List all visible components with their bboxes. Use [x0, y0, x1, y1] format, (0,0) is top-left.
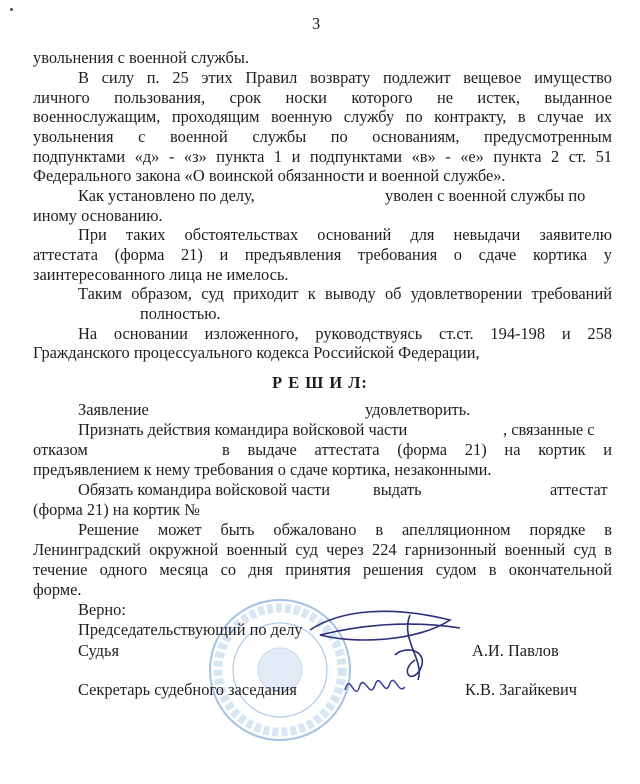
text-line: При таких обстоятельствах оснований для невыдачи заявителю — [78, 225, 612, 244]
text-line: предъявлением к нему требования о сдаче кортика, незаконными. — [33, 460, 492, 479]
text-line: Обязать командира войсковой части — [78, 480, 330, 499]
text-line: Признать действия командира войсковой части — [78, 420, 408, 439]
text-line: Решение может быть обжаловано в апелляционном порядке в — [78, 520, 612, 539]
text-line: отказом — [33, 440, 88, 459]
text-line: иному основанию. — [33, 206, 163, 225]
text-line: увольнения с военной службы по основаниям, предусмотренным — [33, 127, 612, 146]
secretary-label: Секретарь судебного заседания — [78, 680, 297, 699]
judge-label: Судья — [78, 641, 120, 660]
secretary-name: К.В. Загайкевич — [465, 680, 577, 699]
text-line: аттестата (форма 21) и предъявления требования о сдаче кортика у — [33, 245, 612, 264]
secretary-signature — [340, 665, 410, 710]
text-line: , связанные с — [503, 420, 595, 439]
text-line: Как установлено по делу, — [78, 186, 255, 205]
text-line: в выдаче аттестата (форма 21) на кортик и — [222, 440, 612, 459]
text-line: увольнения с военной службы. — [33, 48, 249, 67]
text-line: течение одного месяца со дня принятия решения судом в окончательной — [33, 560, 612, 579]
text-line: Ленинградский окружной военный суд через 224 гарнизонный военный суд в — [33, 540, 612, 559]
text-line: Таким образом, суд приходит к выводу об удовлетворении требований — [78, 284, 612, 303]
text-line: (форма 21) на кортик № — [33, 500, 200, 519]
text-line: Заявление — [78, 400, 149, 419]
text-line: полностью. — [140, 304, 221, 323]
presiding-label: Председательствующий по делу — [78, 620, 303, 639]
decision-title: Р Е Ш И Л: — [272, 373, 368, 392]
text-line: Федерального закона «О воинской обязанности и военной службе». — [33, 166, 506, 185]
text-line: выдать — [373, 480, 422, 499]
text-line: удовлетворить. — [365, 400, 471, 419]
text-line: заинтересованного лица не имелось. — [33, 265, 289, 284]
certified-label: Верно: — [78, 600, 126, 619]
text-line: личного пользования, срок носки которого не истек, выданное — [33, 88, 612, 107]
page-number: 3 — [312, 14, 321, 33]
text-line: Гражданского процессуального кодекса Российской Федерации, — [33, 343, 480, 362]
text-line: уволен с военной службы по — [385, 186, 586, 205]
scan-speck — [10, 8, 13, 11]
text-line: На основании изложенного, руководствуясь ст.ст. 194-198 и 258 — [78, 324, 612, 343]
text-line: военнослужащим, проходящим военную службу по контракту, в случае их — [33, 107, 612, 126]
text-line: В силу п. 25 этих Правил возврату подлежит вещевое имущество — [78, 68, 612, 87]
judge-name: А.И. Павлов — [472, 641, 559, 660]
text-line: аттестат — [550, 480, 608, 499]
text-line: подпунктами «д» - «з» пункта 1 и подпунктами «в» - «е» пункта 2 ст. 51 — [33, 147, 612, 166]
text-line: форме. — [33, 580, 82, 599]
